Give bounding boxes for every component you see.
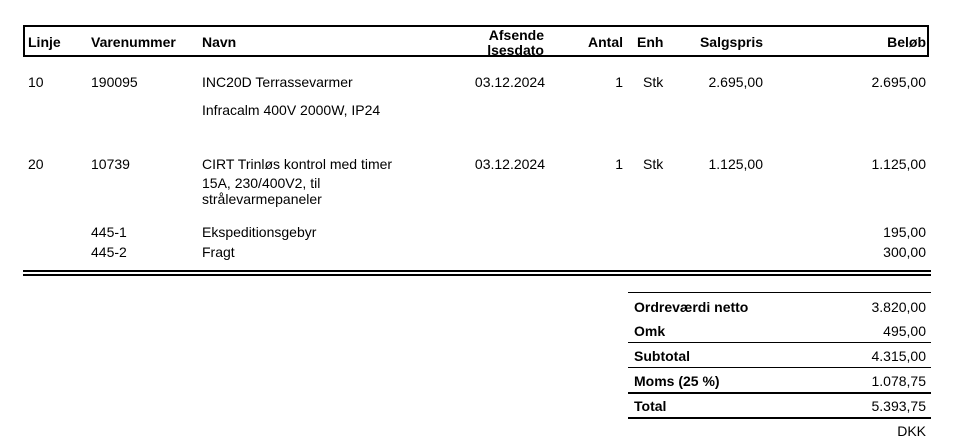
fee-navn: Fragt xyxy=(202,244,235,260)
row-enh: Stk xyxy=(643,156,664,172)
row-salgspris: 1.125,00 xyxy=(708,156,763,172)
fee-varenummer: 445-1 xyxy=(91,224,127,240)
fee-beloeb: 195,00 xyxy=(883,224,926,240)
row-beloeb: 1.125,00 xyxy=(871,156,926,172)
header-navn: Navn xyxy=(202,34,237,50)
header-salgspris: Salgspris xyxy=(699,34,763,50)
row-navn-line1: CIRT Trinløs kontrol med timer xyxy=(202,156,393,172)
totals-top-rule xyxy=(628,292,931,293)
totals-label-omk: Omk xyxy=(634,323,666,339)
totals-value-total: 5.393,75 xyxy=(871,398,926,414)
header-antal: Antal xyxy=(588,34,623,50)
fee-varenummer: 445-2 xyxy=(91,244,127,260)
row-antal: 1 xyxy=(615,156,623,172)
row-navn-extra: Infracalm 400V 2000W, IP24 xyxy=(202,102,381,118)
header-linje: Linje xyxy=(28,34,61,50)
currency-label: DKK xyxy=(897,423,926,439)
totals-value-subtotal: 4.315,00 xyxy=(871,348,926,364)
header-beloeb: Beløb xyxy=(887,34,926,50)
table-end-rule-bottom xyxy=(23,274,931,276)
row-salgspris: 2.695,00 xyxy=(708,74,763,90)
totals-rule xyxy=(628,342,931,343)
row-navn-line2: 15A, 230/400V2, til xyxy=(202,175,321,191)
header-afsendelsesdato-line2: lsesdato xyxy=(487,42,544,58)
header-afsendelsesdato-line1: Afsende xyxy=(488,27,544,43)
totals-label-moms: Moms (25 %) xyxy=(634,373,720,389)
row-beloeb: 2.695,00 xyxy=(871,74,926,90)
totals-value-moms: 1.078,75 xyxy=(871,373,926,389)
totals-value-netto: 3.820,00 xyxy=(871,299,926,315)
row-dato: 03.12.2024 xyxy=(474,74,545,90)
row-antal: 1 xyxy=(615,74,623,90)
row-varenummer: 10739 xyxy=(91,156,130,172)
row-navn: INC20D Terrassevarmer xyxy=(202,74,353,90)
totals-rule xyxy=(628,392,931,394)
totals-label-subtotal: Subtotal xyxy=(634,348,690,364)
fee-beloeb: 300,00 xyxy=(883,244,926,260)
totals-value-omk: 495,00 xyxy=(883,323,926,339)
header-varenummer: Varenummer xyxy=(91,34,176,50)
header-enh: Enh xyxy=(637,34,664,50)
fee-navn: Ekspeditionsgebyr xyxy=(202,224,317,240)
row-dato: 03.12.2024 xyxy=(474,156,545,172)
row-enh: Stk xyxy=(643,74,664,90)
row-varenummer: 190095 xyxy=(91,74,138,90)
row-navn-line3: strålevarmepaneler xyxy=(202,191,322,207)
totals-label-netto: Ordreværdi netto xyxy=(634,299,749,315)
totals-bottom-rule xyxy=(628,417,931,419)
table-end-rule-top xyxy=(23,270,931,272)
row-linje: 10 xyxy=(28,74,44,90)
row-linje: 20 xyxy=(28,156,44,172)
totals-label-total: Total xyxy=(634,398,667,414)
totals-rule xyxy=(628,367,931,368)
